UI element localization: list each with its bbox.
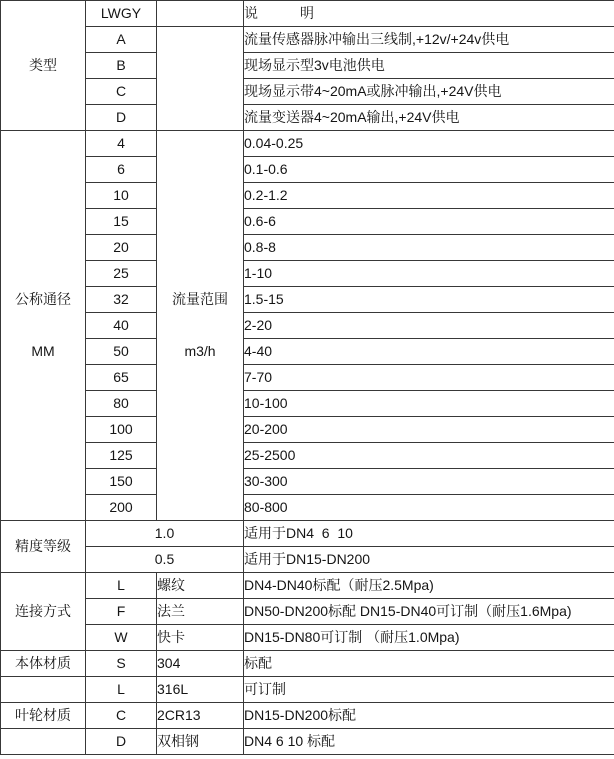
body-material-desc: 可订制 — [244, 677, 614, 703]
body-material-code: S — [86, 651, 157, 677]
accuracy-desc: 适用于DN15-DN200 — [244, 547, 614, 573]
table-row — [1, 287, 614, 313]
flow-range-value: 2-20 — [244, 313, 614, 339]
table-row — [1, 183, 614, 209]
dn-value: 200 — [86, 495, 157, 521]
table-row — [1, 235, 614, 261]
impeller-material-code: C — [86, 703, 157, 729]
flow-range-value: 0.04-0.25 — [244, 131, 614, 157]
type-code: D — [86, 105, 157, 131]
type-code-header: LWGY — [86, 1, 157, 27]
flow-range-value: 0.2-1.2 — [244, 183, 614, 209]
table-row — [1, 313, 614, 339]
impeller-material-desc: DN4 6 10 标配 — [244, 729, 614, 755]
connection-desc: DN4-DN40标配（耐压2.5Mpa) — [244, 573, 614, 599]
flow-range-value: 4-40 — [244, 339, 614, 365]
flow-range-value: 80-800 — [244, 495, 614, 521]
table-row — [1, 1, 614, 27]
type-empty-cell — [157, 1, 244, 27]
type-code: A — [86, 27, 157, 53]
table-row — [1, 677, 614, 703]
connection-name: 法兰 — [157, 599, 244, 625]
flow-range-value: 10-100 — [244, 391, 614, 417]
body-material-code: L — [86, 677, 157, 703]
impeller-material-section-label: 叶轮材质 — [1, 703, 86, 729]
type-code: B — [86, 53, 157, 79]
table-row — [1, 599, 614, 625]
dn-value: 4 — [86, 131, 157, 157]
body-material-name: 316L — [157, 677, 244, 703]
table-row — [1, 573, 614, 599]
table-row — [1, 547, 614, 573]
dn-value: 65 — [86, 365, 157, 391]
accuracy-class-value: 1.0 — [86, 521, 244, 547]
accuracy-class-value: 0.5 — [86, 547, 244, 573]
connection-section-label: 连接方式 — [1, 573, 86, 651]
dn-value: 32 — [86, 287, 157, 313]
table-row — [1, 261, 614, 287]
connection-desc: DN15-DN80可订制 （耐压1.0Mpa) — [244, 625, 614, 651]
type-code: C — [86, 79, 157, 105]
dn-value: 150 — [86, 469, 157, 495]
table-row — [1, 365, 614, 391]
table-row — [1, 729, 614, 755]
type-section-label: 类型 — [1, 1, 86, 131]
table-row — [1, 469, 614, 495]
type-desc: 流量传感器脉冲输出三线制,+12v/+24v供电 — [244, 27, 614, 53]
flow-range-value: 7-70 — [244, 365, 614, 391]
flow-range-label — [157, 131, 244, 521]
table-row — [1, 417, 614, 443]
flow-range-value: 1-10 — [244, 261, 614, 287]
diameter-section-label — [1, 131, 86, 521]
dn-value: 80 — [86, 391, 157, 417]
dn-value: 15 — [86, 209, 157, 235]
connection-desc: DN50-DN200标配 DN15-DN40可订制（耐压1.6Mpa) — [244, 599, 614, 625]
table-row — [1, 391, 614, 417]
flow-range-label-line2: m3/h — [184, 343, 216, 359]
dn-value: 100 — [86, 417, 157, 443]
type-empty-span-cell — [157, 27, 244, 131]
type-desc: 流量变送器4~20mA输出,+24V供电 — [244, 105, 614, 131]
dn-value: 40 — [86, 313, 157, 339]
connection-name: 快卡 — [157, 625, 244, 651]
table-row — [1, 651, 614, 677]
accuracy-desc: 适用于DN4 6 10 — [244, 521, 614, 547]
table-row — [1, 495, 614, 521]
table-row — [1, 79, 614, 105]
body-material-empty-label — [1, 677, 86, 703]
table-row — [1, 53, 614, 79]
table-row — [1, 27, 614, 53]
dn-value: 125 — [86, 443, 157, 469]
connection-code: L — [86, 573, 157, 599]
body-material-section-label: 本体材质 — [1, 651, 86, 677]
dn-value: 6 — [86, 157, 157, 183]
impeller-material-name: 双相钢 — [157, 729, 244, 755]
connection-code: F — [86, 599, 157, 625]
dn-value: 20 — [86, 235, 157, 261]
diameter-label-line2: MM — [31, 343, 55, 359]
flow-range-value: 0.6-6 — [244, 209, 614, 235]
connection-code: W — [86, 625, 157, 651]
type-desc: 现场显示带4~20mA或脉冲输出,+24V供电 — [244, 79, 614, 105]
connection-name: 螺纹 — [157, 573, 244, 599]
flow-range-value: 1.5-15 — [244, 287, 614, 313]
dn-value: 50 — [86, 339, 157, 365]
dn-value: 25 — [86, 261, 157, 287]
flow-range-value: 30-300 — [244, 469, 614, 495]
impeller-material-empty-label — [1, 729, 86, 755]
table-row — [1, 209, 614, 235]
body-material-name: 304 — [157, 651, 244, 677]
diameter-label-line1: 公称通径 — [15, 290, 71, 307]
table-row — [1, 131, 614, 157]
table-row — [1, 625, 614, 651]
type-desc: 现场显示型3v电池供电 — [244, 53, 614, 79]
body-material-desc: 标配 — [244, 651, 614, 677]
flow-range-label-line1: 流量范围 — [172, 290, 228, 307]
table-row — [1, 703, 614, 729]
flow-range-value: 25-2500 — [244, 443, 614, 469]
impeller-material-name: 2CR13 — [157, 703, 244, 729]
description-header: 说 明 — [244, 1, 614, 27]
flow-range-value: 20-200 — [244, 417, 614, 443]
table-row — [1, 105, 614, 131]
table-row — [1, 521, 614, 547]
flow-range-value: 0.8-8 — [244, 235, 614, 261]
table-row — [1, 157, 614, 183]
impeller-material-desc: DN15-DN200标配 — [244, 703, 614, 729]
table-row — [1, 443, 614, 469]
impeller-material-code: D — [86, 729, 157, 755]
flow-range-value: 0.1-0.6 — [244, 157, 614, 183]
accuracy-section-label: 精度等级 — [1, 521, 86, 573]
dn-value: 10 — [86, 183, 157, 209]
table-row — [1, 339, 614, 365]
